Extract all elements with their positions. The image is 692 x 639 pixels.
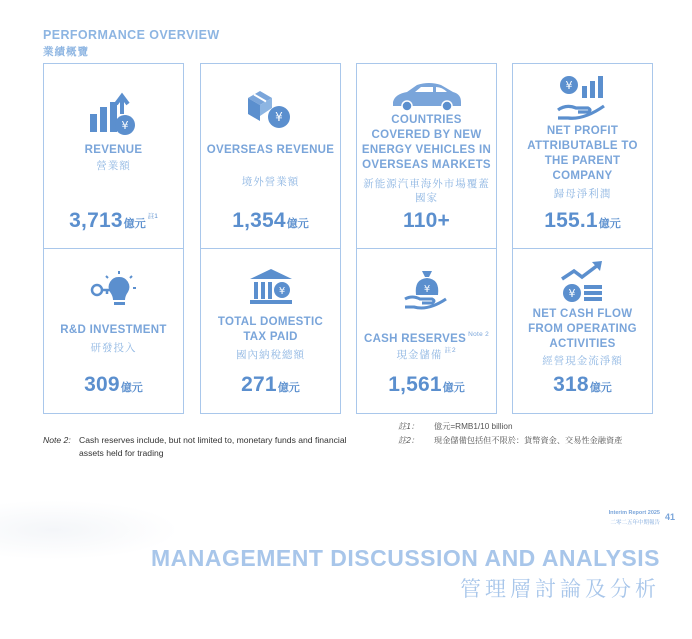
value-number: 3,713 xyxy=(69,209,123,232)
value-number: 318 xyxy=(553,373,589,396)
net-profit-icon xyxy=(513,74,652,122)
metric-label-en: NET PROFIT ATTRIBUTABLE TO THE PARENT COMPANY xyxy=(527,125,638,182)
revenue-chart-icon xyxy=(44,92,183,138)
footnote-text: 億元=RMB1/10 billion xyxy=(434,422,513,431)
svg-text:¥: ¥ xyxy=(278,286,285,297)
value-unit: 億元 xyxy=(598,218,621,230)
footnote-key: 註1： xyxy=(398,422,419,431)
value-number: 309 xyxy=(84,373,120,396)
svg-text:¥: ¥ xyxy=(274,110,283,124)
metric-label-zh: 新能源汽車海外市場覆蓋國家 xyxy=(363,178,490,204)
metrics-card-profit xyxy=(512,63,653,414)
svg-text:¥: ¥ xyxy=(423,284,430,295)
page-number: 41 xyxy=(665,512,676,522)
value-number: 1,561 xyxy=(388,373,442,396)
value-number: 155.1 xyxy=(544,209,598,232)
value-unit: 億元 xyxy=(442,382,465,394)
section-header-zh: 業績概覽 xyxy=(43,46,89,58)
metric-label-en: COUNTRIES COVERED BY NEW ENERGY VEHICLES IN OVERSEAS MARKETS xyxy=(361,114,492,171)
metric-value xyxy=(357,209,496,233)
label-text: 現金儲備 xyxy=(396,349,443,361)
metric-label-en: REVENUE xyxy=(84,144,143,156)
value-note: 註1 xyxy=(147,213,158,220)
cash-flow-icon xyxy=(513,259,652,305)
metric-label-zh xyxy=(361,344,492,362)
label-text: CASH RESERVES xyxy=(363,333,467,345)
metric-value xyxy=(44,209,183,233)
money-bag-hand-icon xyxy=(357,267,496,313)
metric-value xyxy=(44,373,183,397)
metric-label-en: TOTAL DOMESTIC TAX PAID xyxy=(217,316,324,343)
metric-cash-reserves xyxy=(357,248,496,414)
metric-label-zh: 境外營業額 xyxy=(241,176,300,188)
value-unit: 億元 xyxy=(123,218,146,230)
metrics-card-countries xyxy=(356,63,497,414)
bank-icon xyxy=(201,267,340,307)
overseas-revenue-icon xyxy=(201,86,340,136)
metric-revenue xyxy=(44,64,183,248)
value-unit: 億元 xyxy=(589,382,612,394)
footnote-text: 現金儲備包括但不限於：貨幣資金、交易性金融資產 xyxy=(434,436,623,445)
metric-label-zh: 研發投入 xyxy=(90,342,137,354)
value-unit: 億元 xyxy=(120,382,143,394)
metric-label-zh: 營業額 xyxy=(96,160,131,172)
metrics-card-revenue xyxy=(43,63,184,414)
note-marker: 註2 xyxy=(444,347,457,354)
metric-countries-covered xyxy=(357,64,496,248)
metric-value xyxy=(357,373,496,397)
svg-text:¥: ¥ xyxy=(568,287,575,300)
section-title-en: MANAGEMENT DISCUSSION AND ANALYSIS xyxy=(151,545,660,571)
footnote-key: Note 2: xyxy=(43,435,71,445)
metric-label-en: NET CASH FLOW FROM OPERATING ACTIVITIES xyxy=(528,308,637,350)
metric-net-cash-flow xyxy=(513,248,652,414)
metric-value xyxy=(201,373,340,397)
car-icon xyxy=(357,80,496,114)
metric-label-zh: 歸母淨利潤 xyxy=(553,188,612,200)
metric-label-zh: 經營現金流淨額 xyxy=(542,355,623,367)
footnote-1 xyxy=(398,420,622,434)
metrics-card-overseas xyxy=(200,63,341,414)
section-title-zh: 管理層討論及分析 xyxy=(460,578,660,601)
section-header-en: PERFORMANCE OVERVIEW xyxy=(43,28,220,42)
value-number: 110+ xyxy=(403,209,450,232)
metric-value xyxy=(201,209,340,233)
value-number: 271 xyxy=(241,373,277,396)
metric-net-profit xyxy=(513,64,652,248)
metric-value xyxy=(513,209,652,233)
metric-label-zh: 國內納稅總額 xyxy=(236,349,305,361)
metric-value xyxy=(513,373,652,397)
footnote-text-line2: assets held for trading xyxy=(79,448,164,458)
footnote-key: 註2： xyxy=(398,436,419,445)
footnote-text-line1: Cash reserves include, but not limited to, monetary funds and financial xyxy=(79,435,347,445)
footnote-en xyxy=(43,434,388,460)
footnotes-zh xyxy=(398,420,622,448)
svg-text:¥: ¥ xyxy=(121,119,128,132)
value-unit: 億元 xyxy=(277,382,300,394)
footnote-2 xyxy=(398,434,622,448)
metric-overseas-revenue xyxy=(201,64,340,248)
value-unit: 億元 xyxy=(286,218,309,230)
metric-label-en: OVERSEAS REVENUE xyxy=(206,144,335,156)
metric-label-en: R&D INVESTMENT xyxy=(60,324,167,336)
metric-rd-investment xyxy=(44,248,183,414)
lightbulb-key-icon xyxy=(44,271,183,311)
svg-text:¥: ¥ xyxy=(565,79,572,92)
note-marker: Note 2 xyxy=(468,331,490,338)
value-number: 1,354 xyxy=(232,209,286,232)
report-name-en: Interim Report 2025 xyxy=(608,510,660,516)
metric-domestic-tax xyxy=(201,248,340,414)
report-name-zh: 二零二五年中期報告 xyxy=(610,520,660,526)
